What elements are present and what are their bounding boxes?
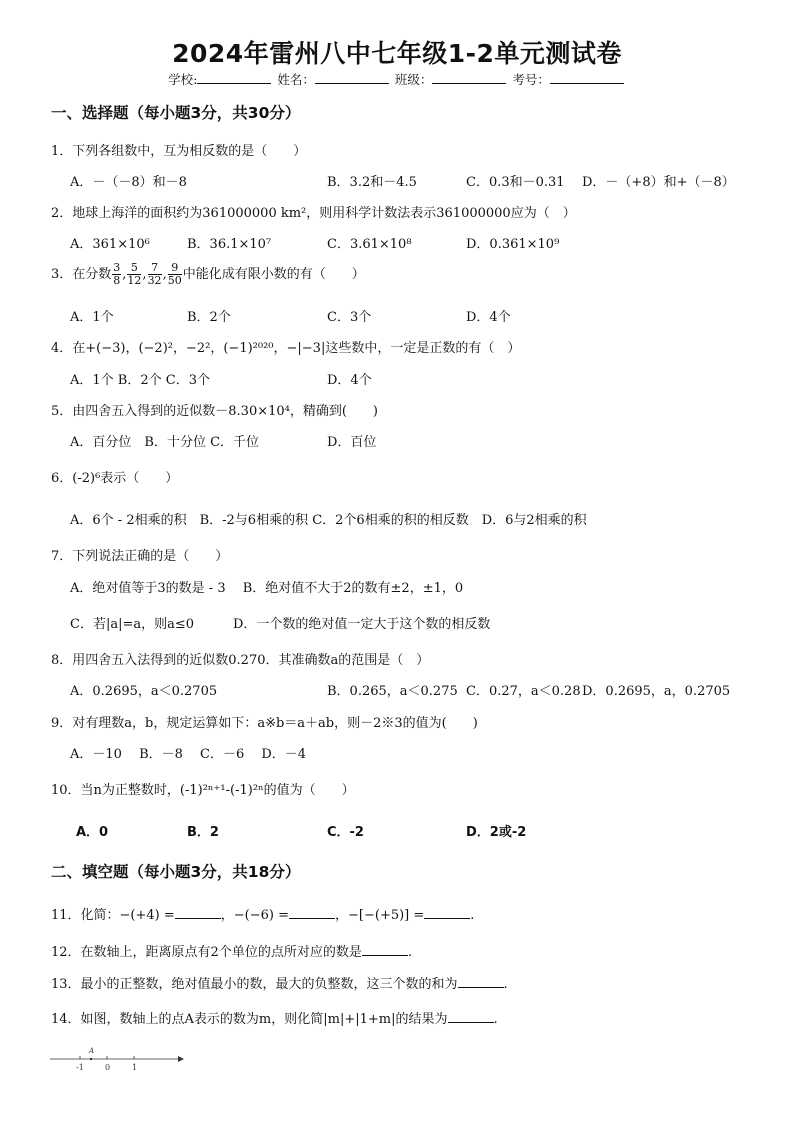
q11-end: . bbox=[470, 908, 475, 923]
point-a-label: A bbox=[89, 1047, 95, 1055]
q1-option-b: B．3.2和－4.5 bbox=[327, 175, 417, 190]
numerator: 3 bbox=[113, 261, 121, 274]
q12-blank[interactable] bbox=[362, 943, 408, 956]
q8-option-b: B．0.265，a＜0.275 bbox=[327, 684, 458, 699]
question-10: 10．当n为正整数时，(-1)²ⁿ⁺¹-(-1)²ⁿ的值为（ ） bbox=[51, 783, 355, 798]
school-blank[interactable] bbox=[197, 71, 271, 84]
question-13 bbox=[51, 973, 508, 992]
section-fill-heading: 二、填空题（每小题3分，共18分） bbox=[51, 863, 301, 881]
question-3: 3．在分数 $\frac{3}{8}$ , $\frac{5}{12}$ , $\frac{7}{32}$ , $\frac{9}{50}$ 中能化成有限小数的有（ ） bbox=[51, 261, 365, 287]
q11-blank-3[interactable] bbox=[424, 906, 470, 919]
q3-option-a: A．1个 bbox=[70, 310, 114, 325]
q11-blank-2[interactable] bbox=[289, 906, 335, 919]
fraction-7-32 bbox=[148, 262, 162, 287]
denominator: 32 bbox=[147, 274, 162, 287]
q7-options-ab: A．绝对值等于3的数是 - 3 B．绝对值不大于2的数有±2，±1，0 bbox=[70, 581, 464, 596]
q8-option-c: C．0.27，a＜0.28 bbox=[466, 684, 581, 699]
school-label: 学校: bbox=[168, 72, 198, 87]
q14-end: . bbox=[493, 1012, 498, 1027]
class-blank[interactable] bbox=[432, 71, 506, 84]
question-5: 5．由四舍五入得到的近似数－8.30×10⁴，精确到( ) bbox=[51, 404, 379, 419]
q1-option-c: C．0.3和－0.31 bbox=[466, 175, 565, 190]
number-blank[interactable] bbox=[550, 71, 624, 84]
q11-part-2: ，−(−6) = bbox=[220, 908, 290, 923]
q5-option-d: D．百位 bbox=[327, 435, 377, 450]
q5-options-abc: A．百分位 B．十分位 C．千位 bbox=[70, 435, 260, 450]
q10-option-b: B．2 bbox=[187, 825, 219, 840]
q11-part-3: ，−[−(+5)] = bbox=[335, 908, 425, 923]
question-2: 2．地球上海洋的面积约为361000000 km²，则用科学计数法表示361000000应为（ ） bbox=[51, 206, 576, 221]
class-label: 班级： bbox=[394, 72, 433, 87]
section-choice-heading: 一、选择题（每小题3分，共30分） bbox=[51, 104, 301, 122]
page-title: 2024年雷州八中七年级1-2单元测试卷 bbox=[172, 39, 622, 68]
q11-blank-1[interactable] bbox=[175, 906, 221, 919]
name-blank[interactable] bbox=[315, 71, 389, 84]
point-a-dot bbox=[90, 1058, 92, 1060]
question-8: 8．用四舍五入法得到的近似数0.270．其准确数a的范围是（ ） bbox=[51, 653, 430, 668]
fraction-3-8 bbox=[112, 262, 121, 287]
tick-label-1: 1 bbox=[132, 1063, 138, 1072]
q14-text: 14．如图，数轴上的点A表示的数为m，则化简|m|+|1+m|的结果为 bbox=[51, 1012, 448, 1027]
question-4: 4．在+(−3)，(−2)²，−2²，(−1)²⁰²⁰，−|−3|这些数中，一定是正数的有（ ） bbox=[51, 341, 521, 356]
question-9: 9．对有理数a，b，规定运算如下：a※b＝a＋ab，则－2※3的值为( ) bbox=[51, 716, 478, 731]
q9-options: A．－10 B．－8 C．－6 D．－4 bbox=[70, 747, 307, 762]
q3-suffix: 中能化成有限小数的有（ ） bbox=[182, 267, 365, 282]
q2-option-c: C．3.61×10⁸ bbox=[327, 237, 412, 252]
arrow-icon bbox=[178, 1056, 184, 1062]
question-7: 7．下列说法正确的是（ ） bbox=[51, 549, 229, 564]
question-12 bbox=[51, 941, 412, 960]
q4-option-d: D．4个 bbox=[327, 373, 372, 388]
q14-blank[interactable] bbox=[448, 1010, 494, 1023]
q10-option-c: C．-2 bbox=[327, 825, 364, 840]
question-11 bbox=[51, 904, 474, 923]
question-14 bbox=[51, 1008, 498, 1027]
q13-text: 13．最小的正整数，绝对值最小的数，最大的负整数，这三个数的和为 bbox=[51, 977, 458, 992]
denominator: 12 bbox=[127, 274, 142, 287]
q13-end: . bbox=[503, 977, 508, 992]
q6-options: A．6个 - 2相乘的积 B．-2与6相乘的积 C．2个6相乘的积的相反数 D．6与2相乘的积 bbox=[70, 513, 587, 528]
numerator: 5 bbox=[127, 262, 141, 275]
fraction-5-12 bbox=[127, 262, 141, 287]
question-6: 6．(-2)⁶表示（ ） bbox=[51, 471, 179, 486]
numerator: 7 bbox=[148, 262, 162, 275]
q8-option-a: A．0.2695，a＜0.2705 bbox=[70, 684, 218, 699]
q2-option-d: D．0.361×10⁹ bbox=[466, 237, 560, 252]
q12-text: 12．在数轴上，距离原点有2个单位的点所对应的数是 bbox=[51, 945, 362, 960]
q1-option-a: A．－（－8）和－8 bbox=[70, 175, 187, 190]
fraction-9-50 bbox=[168, 262, 182, 287]
q3-prefix: 3．在分数 bbox=[51, 267, 112, 282]
q3-option-b: B．2个 bbox=[187, 310, 231, 325]
q3-option-c: C．3个 bbox=[327, 310, 372, 325]
q10-option-d: D．2或-2 bbox=[466, 825, 527, 840]
student-info-line bbox=[0, 70, 794, 88]
tick-label-neg1: -1 bbox=[76, 1063, 84, 1072]
q13-blank[interactable] bbox=[458, 975, 504, 988]
number-label: 考号： bbox=[512, 72, 550, 87]
q4-options-abc: A．1个 B．2个 C．3个 bbox=[70, 373, 210, 388]
q8-option-d: D．0.2695，a，0.2705 bbox=[582, 684, 731, 699]
name-label: 姓名： bbox=[277, 72, 315, 87]
tick-label-0: 0 bbox=[105, 1063, 111, 1072]
numerator: 9 bbox=[168, 262, 182, 275]
q12-end: . bbox=[407, 945, 412, 960]
denominator: 50 bbox=[167, 274, 182, 287]
q3-option-d: D．4个 bbox=[466, 310, 511, 325]
q11-part-1: 11．化简：−(+4) = bbox=[51, 908, 175, 923]
denominator: 8 bbox=[113, 274, 121, 287]
number-line-figure bbox=[50, 1045, 185, 1075]
q7-options-cd: C．若|a|=a，则a≤0 D．一个数的绝对值一定大于这个数的相反数 bbox=[70, 617, 491, 632]
q1-option-d: D．－（+8）和+（－8） bbox=[582, 175, 735, 190]
question-1: 1．下列各组数中，互为相反数的是（ ） bbox=[51, 144, 307, 159]
q10-option-a: A．0 bbox=[76, 825, 109, 840]
q2-option-b: B．36.1×10⁷ bbox=[187, 237, 272, 252]
q2-option-a: A．361×10⁶ bbox=[70, 237, 150, 252]
